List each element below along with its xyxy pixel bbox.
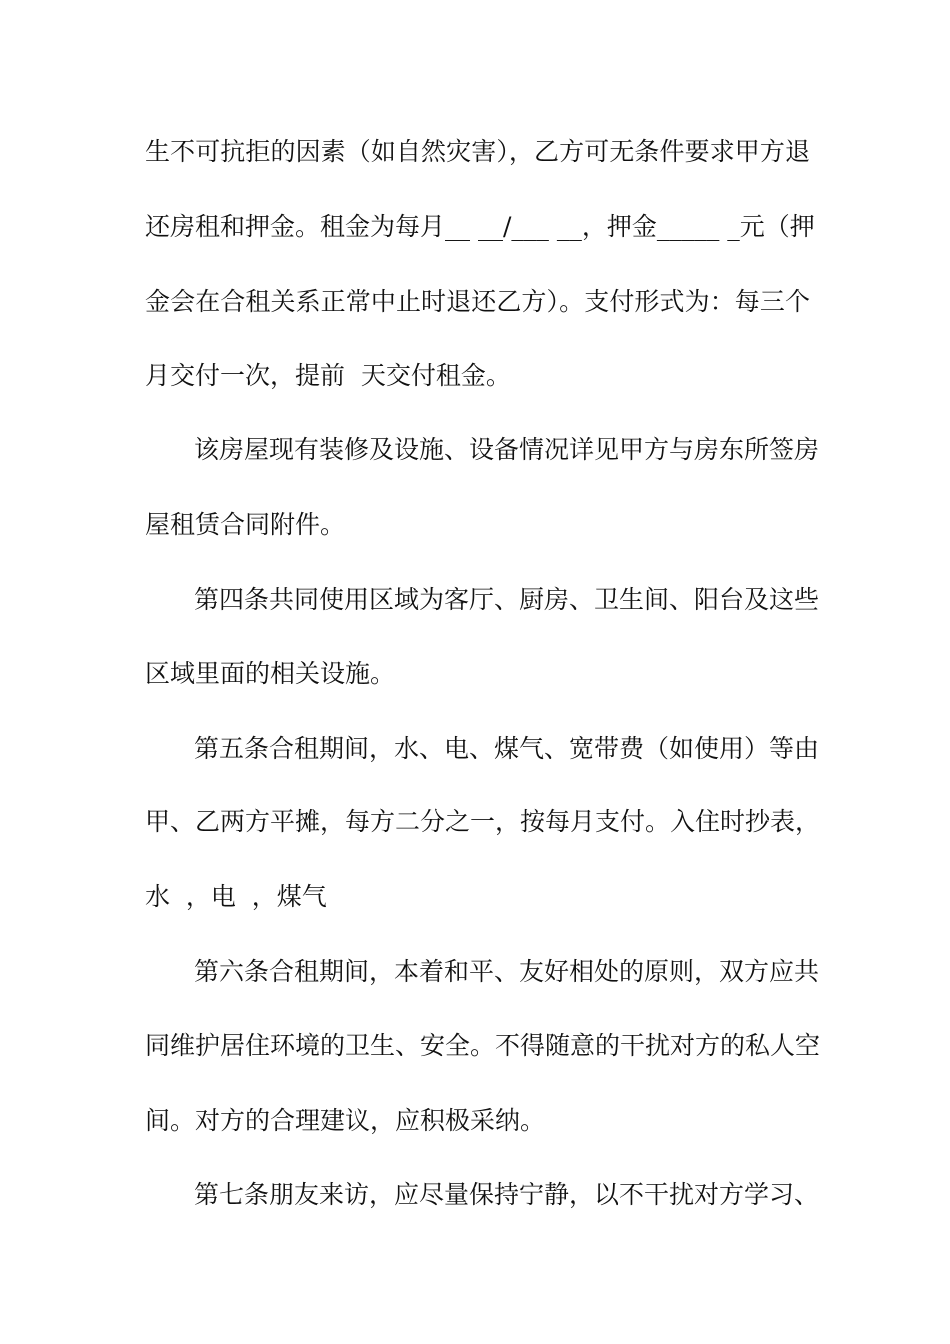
text-line-9: 第五条合租期间，水、电、煤气、宽带费（如使用）等由 [194,734,820,763]
text-line-11: 水 ，电 ，煤气 [145,882,327,911]
text-line-7: 第四条共同使用区域为客厅、厨房、卫生间、阳台及这些 [194,585,820,614]
text-line-5: 该房屋现有装修及设施、设备情况详见甲方与房东所签房 [194,435,820,464]
text-line-4: 月交付一次，提前 天交付租金。 [145,361,511,390]
text-line-14: 间。对方的合理建议，应积极采纳。 [145,1106,546,1135]
text-line-1: 生不可抗拒的因素（如自然灾害），乙方可无条件要求甲方退 [145,137,810,166]
text-line-8: 区域里面的相关设施。 [145,659,396,688]
text-line-6: 屋租赁合同附件。 [145,510,346,539]
text-line-13: 同维护居住环境的卫生、安全。不得随意的干扰对方的私人空 [145,1031,821,1060]
text-line-15: 第七条朋友来访，应尽量保持宁静，以不干扰对方学习、 [194,1180,820,1209]
text-line-12: 第六条合租期间，本着和平、友好相处的原则，双方应共 [194,957,820,986]
text-line-2: 还房租和押金。租金为每月__ __/___ __，押金_____ _元（押 [145,212,815,241]
text-line-3: 金会在合租关系正常中止时退还乙方）。支付形式为：每三个 [145,287,810,316]
text-line-10: 甲、乙两方平摊，每方二分之一，按每月支付。入住时抄表， [145,807,821,836]
